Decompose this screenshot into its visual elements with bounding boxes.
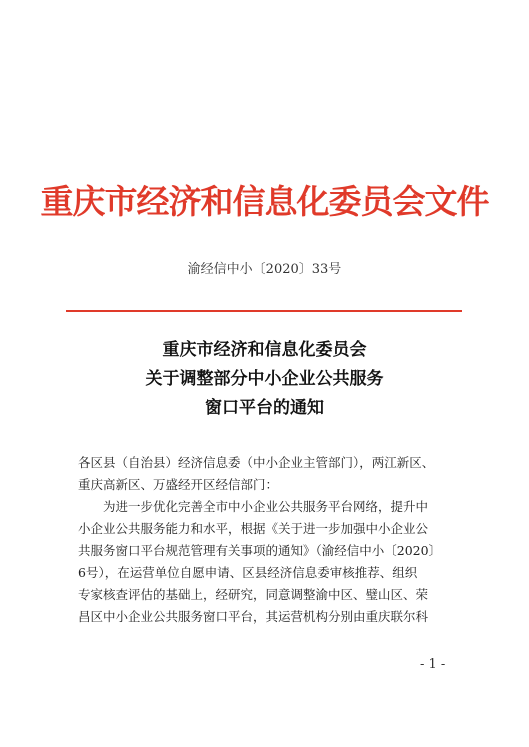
address-line-2: 重庆高新区、万盛经开区经信部门： [78, 477, 279, 492]
document-number: 渝经信中小〔2020〕33号 [187, 262, 342, 277]
page-number: - 1 - [420, 657, 446, 672]
paragraph-line-4: 6号），在运营单位自愿申请、区县经济信息委审核推荐、组织 [78, 565, 418, 580]
body-text [78, 452, 464, 628]
notice-title-line-2: 关于调整部分中小企业公共服务 [145, 369, 384, 389]
paragraph-line-5: 专家核查评估的基础上，经研究，同意调整渝中区、璧山区、荣 [78, 587, 429, 602]
paragraph-line-1: 为进一步优化完善全市中小企业公共服务平台网络，提升中 [103, 499, 429, 514]
notice-title-line-3: 窗口平台的通知 [205, 398, 324, 418]
notice-title-line-1: 重庆市经济和信息化委员会 [162, 340, 367, 360]
red-divider-line [66, 310, 462, 312]
address-line-1: 各区县（自治县）经济信息委（中小企业主管部门），两江新区、 [78, 455, 435, 470]
paragraph-line-6: 昌区中小企业公共服务窗口平台，其运营机构分别由重庆联尔科 [78, 609, 429, 624]
paragraph-line-3: 共服务窗口平台规范管理有关事项的通知》（渝经信中小〔2020〕 [78, 543, 442, 558]
paragraph-line-2: 小企业公共服务能力和水平，根据《关于进一步加强中小企业公 [78, 521, 429, 536]
issuer-title: 重庆市经济和信息化委员会文件 [40, 182, 489, 221]
